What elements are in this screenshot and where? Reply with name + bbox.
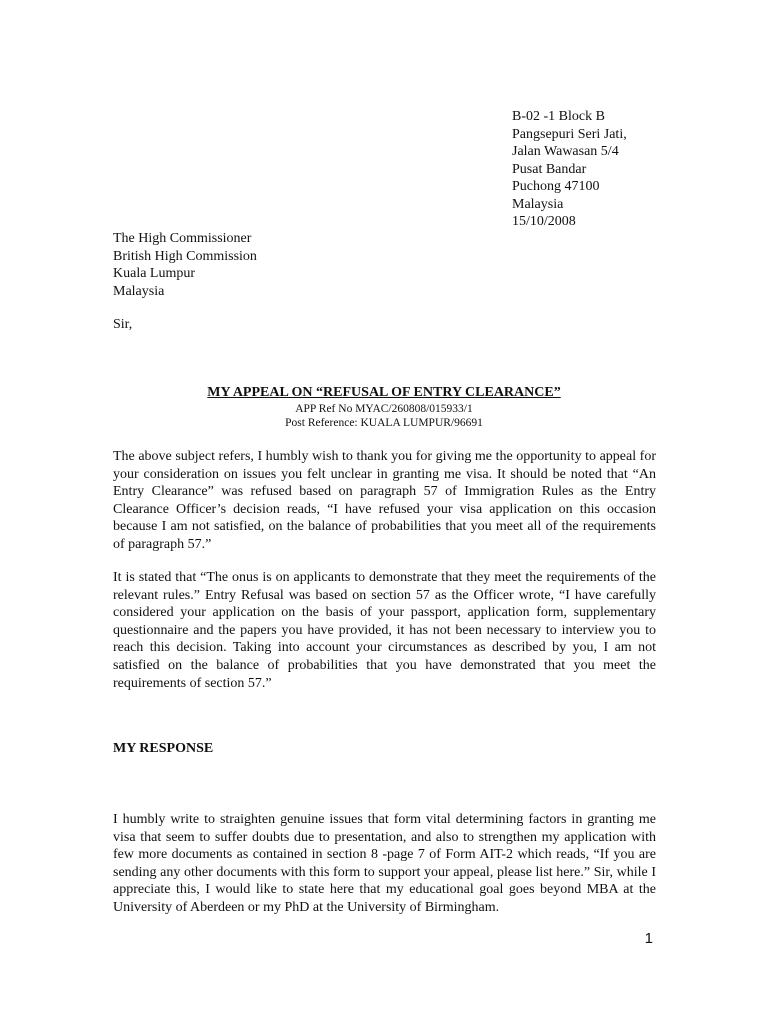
sender-address-line: Jalan Wawasan 5/4 bbox=[512, 144, 619, 159]
recipient-address bbox=[113, 230, 257, 300]
recipient-address-line: Kuala Lumpur bbox=[113, 266, 196, 281]
recipient-address-line: The High Commissioner bbox=[113, 231, 252, 246]
sender-address bbox=[512, 108, 627, 231]
app-ref-number: APP Ref No MYAC/260808/015933/1 bbox=[295, 403, 473, 415]
sender-address-line: Malaysia bbox=[512, 196, 564, 212]
sender-address-line: Puchong 47100 bbox=[512, 179, 600, 194]
post-reference: Post Reference: KUALA LUMPUR/96691 bbox=[285, 417, 483, 429]
sender-address-line: B-02 -1 Block B bbox=[512, 109, 605, 124]
recipient-address-line: Malaysia bbox=[113, 283, 165, 299]
body-paragraph-2: It is stated that “The onus is on applicants to demonstrate that they meet the requirements of the relevant rules.” Entry Refusal was based on section 57 as the Officer wrote, “I have carefully considered your application on the basis of your passport, application form, supplementary questionnaire and the papers you have provided, it has not been necessary to interview you to reach this decision. Taking into account your circumstances as described by you, I am not satisfied on the balance of probabilities that you have demonstrated that you meet the requirements of section 57.” bbox=[113, 570, 656, 691]
salutation: Sir, bbox=[113, 317, 133, 332]
body-paragraph-3: I humbly write to straighten genuine issues that form vital determining factors in granting me visa that seem to suffer doubts due to presentation, and also to strengthen my application with few more documents as contained in section 8 -page 7 of Form AIT-2 which reads, “If you are sending any other documents with this form to support your appeal, please list here.” Sir, while I appreciate this, I would like to state here that my educational goal goes beyond MBA at the University of Aberdeen or my PhD at the University of Birmingham. bbox=[113, 812, 656, 915]
letter-date: 15/10/2008 bbox=[512, 214, 576, 229]
reference-block bbox=[113, 402, 655, 430]
body-paragraph-1: The above subject refers, I humbly wish to thank you for giving me the opportunity to appeal for your consideration on issues you felt unclear in granting me visa. It should be noted that “An Entry Clearance” was refused based on paragraph 57 of Immigration Rules as the Entry Clearance Officer’s decision reads, “I have refused your visa application on this occasion because I am not satisfied, on the balance of probabilities that you meet all of the requirements of paragraph 57.” bbox=[113, 449, 656, 552]
recipient-address-line: British High Commission bbox=[113, 248, 257, 264]
response-heading: MY RESPONSE bbox=[113, 741, 214, 756]
sender-address-line: Pangsepuri Seri Jati, bbox=[512, 126, 627, 142]
sender-address-line: Pusat Bandar bbox=[512, 161, 587, 177]
page-number: 1 bbox=[644, 930, 653, 947]
subject-line: MY APPEAL ON “REFUSAL OF ENTRY CLEARANCE” bbox=[207, 385, 561, 400]
